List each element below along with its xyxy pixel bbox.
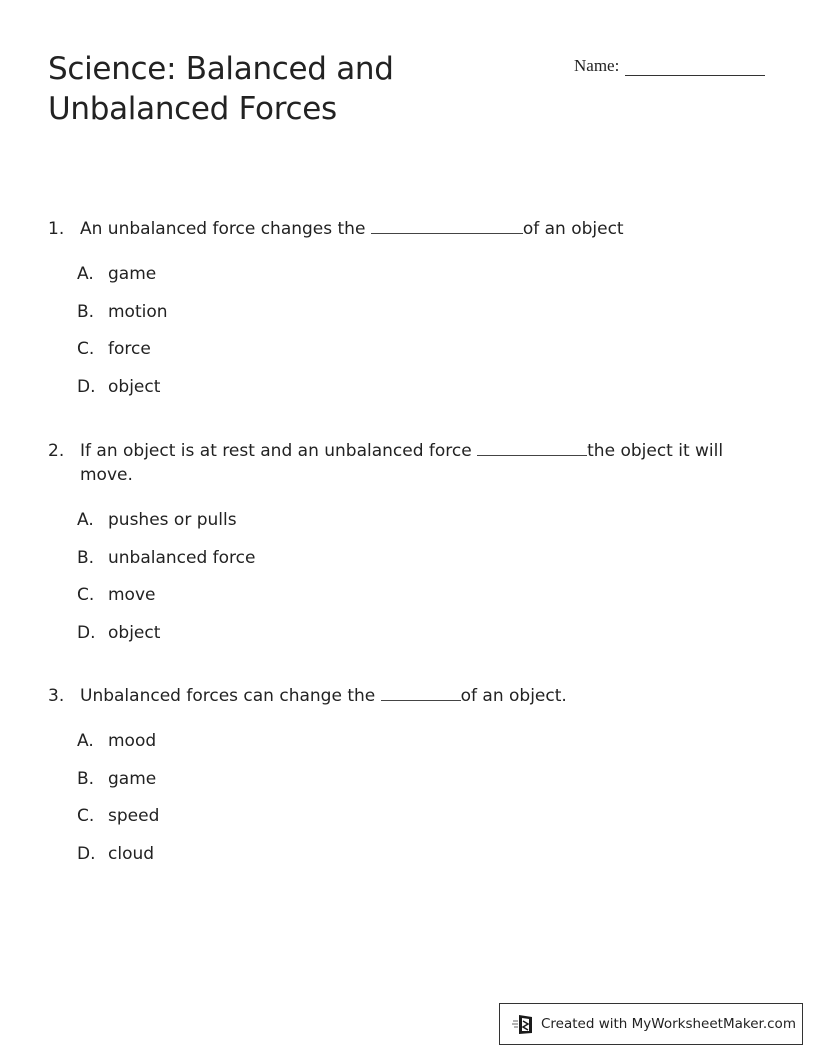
choice-a[interactable]: A. mood bbox=[77, 731, 157, 751]
choice-c[interactable]: C. speed bbox=[77, 806, 160, 826]
choice-a[interactable]: A. game bbox=[77, 264, 157, 284]
question-text: Unbalanced forces can change the of an object. bbox=[80, 686, 567, 706]
question-text: If an object is at rest and an unbalanced force the object it will move. bbox=[80, 441, 724, 485]
worksheet-title bbox=[48, 49, 394, 129]
worksheet-maker-logo-icon bbox=[512, 1012, 536, 1036]
choice-c[interactable]: C. force bbox=[77, 339, 151, 359]
created-with-text: Created with MyWorksheetMaker.com bbox=[541, 1016, 796, 1032]
question-number: 3. bbox=[48, 686, 65, 706]
choice-list bbox=[77, 508, 760, 658]
answer-blank bbox=[371, 217, 523, 234]
choice-a[interactable]: A. pushes or pulls bbox=[77, 510, 237, 530]
question-number: 1. bbox=[48, 219, 65, 239]
question-2 bbox=[48, 439, 760, 658]
question-3 bbox=[48, 684, 760, 879]
name-field[interactable] bbox=[574, 53, 765, 76]
choice-list bbox=[77, 729, 760, 879]
choice-b[interactable]: B. game bbox=[77, 768, 157, 789]
question-1 bbox=[48, 217, 760, 412]
question-number: 2. bbox=[48, 441, 65, 461]
title-line-2: Unbalanced Forces bbox=[48, 91, 337, 127]
choice-c[interactable]: C. move bbox=[77, 585, 156, 605]
choice-d[interactable]: D. object bbox=[77, 622, 161, 643]
choice-list bbox=[77, 262, 760, 412]
created-with-badge[interactable] bbox=[499, 1003, 803, 1045]
name-blank-line[interactable] bbox=[625, 53, 765, 76]
choice-d[interactable]: D. cloud bbox=[77, 843, 155, 864]
answer-blank bbox=[381, 684, 461, 701]
title-line-1: Science: Balanced and bbox=[48, 51, 394, 87]
answer-blank bbox=[477, 439, 587, 456]
name-label: Name: bbox=[574, 56, 620, 75]
question-text: An unbalanced force changes the of an object bbox=[80, 219, 624, 239]
choice-b[interactable]: B. motion bbox=[77, 301, 168, 322]
choice-d[interactable]: D. object bbox=[77, 376, 161, 397]
choice-b[interactable]: B. unbalanced force bbox=[77, 547, 256, 568]
